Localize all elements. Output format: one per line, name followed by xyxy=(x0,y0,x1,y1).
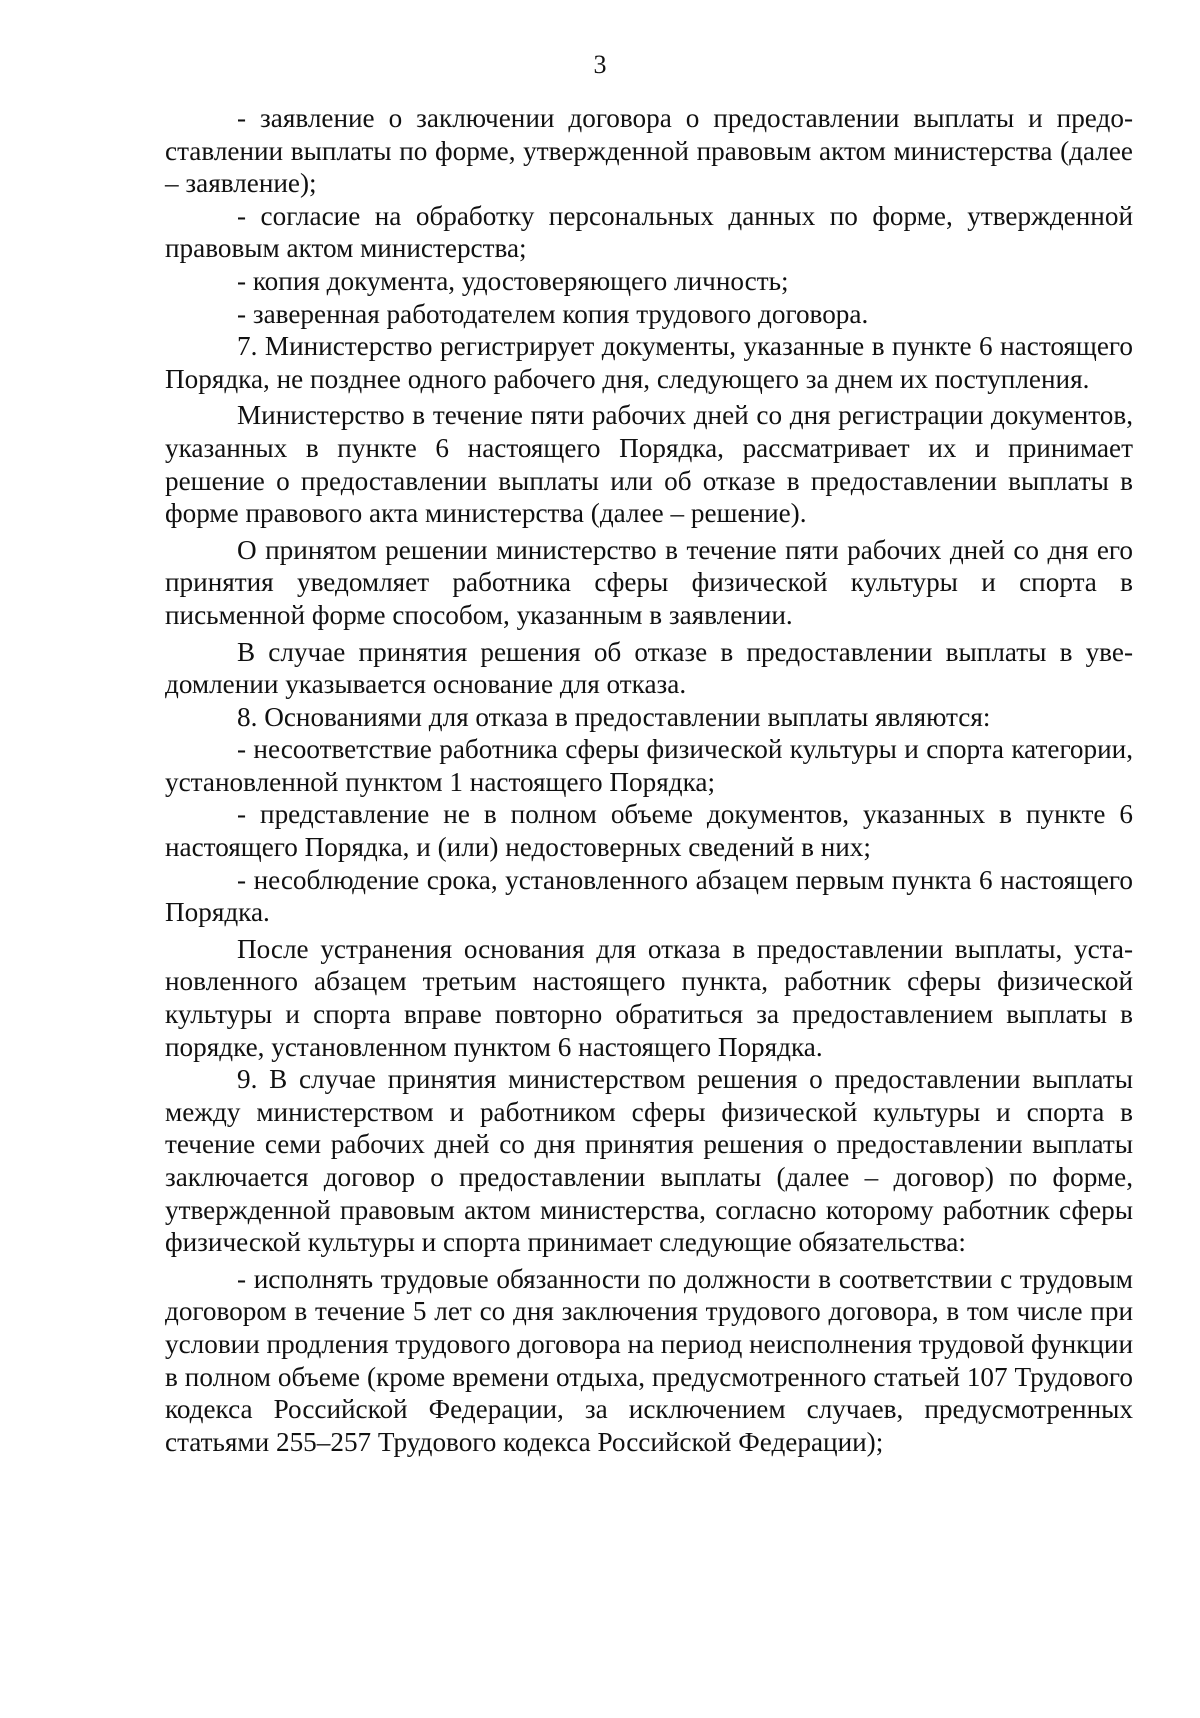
paragraph: После устранения основания для отказа в предоставлении выплаты, установленного абзацем третьим настоящего пункта, работник сферы физической культуры и спорта вправе повторно обратиться за предоставлением выплаты в порядке, установленном пунктом 6 настоящего Порядка. xyxy=(165,933,1133,1062)
paragraph: - представление не в полном объеме документов, указанных в пункте 6 настоящего Порядка, и (или) недостоверных сведений в них; xyxy=(165,799,1133,863)
paragraph: 8. Основаниями для отказа в предоставлении выплаты являются: xyxy=(237,701,991,732)
document-body xyxy=(165,102,1133,1458)
paragraph: - несоблюдение срока, установленного абзацем первым пункта 6 настоящего Порядка. xyxy=(165,864,1133,928)
paragraph: Министерство в течение пяти рабочих дней со дня регистрации документов, указанных в пункте 6 настоящего Порядка, рассматривает их и принимает решение о предоставлении выплаты или об отказе в предоставлении выплаты в форме правового акта министерства (далее – решение). xyxy=(165,400,1133,529)
paragraph: - исполнять трудовые обязанности по должности в соответствии с трудовым договором в течение 5 лет со дня заключения трудового договора, в том числе при условии продления трудового договора на период неисполнения трудовой функции в полном объеме (кроме времени отдыха, предусмотренного статьей 107 Трудового кодекса Российской Федерации, за исключением случаев, предусмотренных статьями 255–257 Трудового кодекса Российской Федерации); xyxy=(165,1263,1133,1457)
paragraph: - копия документа, удостоверяющего личность; xyxy=(237,265,789,296)
paragraph: - согласие на обработку персональных данных по форме, утвержденной правовым актом министерства; xyxy=(165,200,1133,264)
paragraph: 7. Министерство регистрирует документы, указанные в пункте 6 настоящего Порядка, не позднее одного рабочего дня, следующего за днем их поступления. xyxy=(165,331,1133,394)
page-number: 3 xyxy=(593,50,607,79)
paragraph: - заявление о заключении договора о предоставлении выплаты и предоставлении выплаты по форме, утвержденной правовым актом министерства (далее – заявление); xyxy=(165,103,1133,199)
paragraph: - заверенная работодателем копия трудового договора. xyxy=(237,298,869,329)
paragraph: В случае принятия решения об отказе в предоставлении выплаты в уведомлении указывается основание для отказа. xyxy=(165,636,1133,700)
paragraph: 9. В случае принятия министерством решения о предоставлении выплаты между министерством и работником сферы физической культуры и спорта в течение семи рабочих дней со дня принятия решения о предоставлении выплаты заключается договор о предоставлении выплаты (далее – договор) по форме, утвержденной правовым актом министерства, согласно которому работник сферы физической культуры и спорта принимает следующие обязательства: xyxy=(165,1064,1133,1258)
paragraph: - несоответствие работника сферы физической культуры и спорта категории, установленной пунктом 1 настоящего Порядка; xyxy=(165,734,1133,797)
paragraph: О принятом решении министерство в течение пяти рабочих дней со дня его принятия уведомляет работника сферы физической культуры и спорта в письменной форме способом, указанным в заявлении. xyxy=(165,534,1133,630)
